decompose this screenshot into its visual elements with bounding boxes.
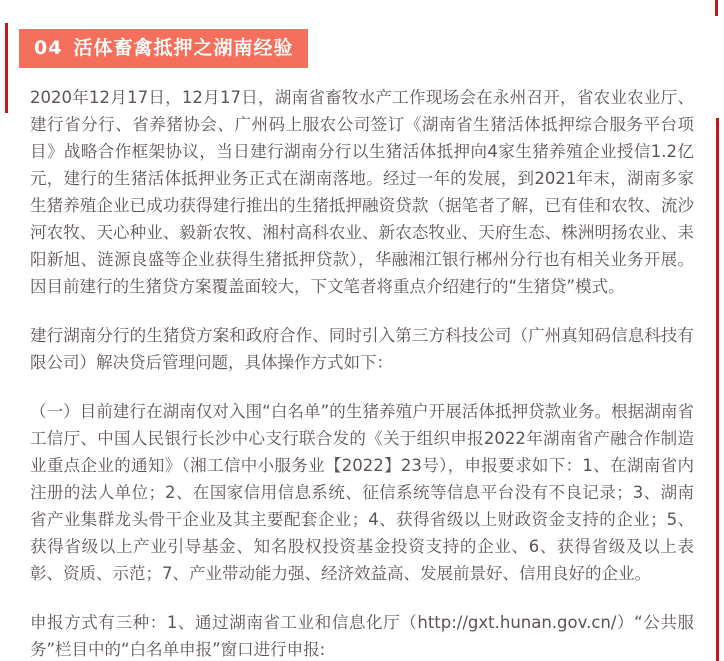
section-number: 04 — [34, 37, 63, 59]
right-accent-line — [716, 118, 719, 661]
left-accent-line — [5, 23, 8, 113]
article-body — [30, 84, 694, 661]
section-title: 活体畜禽抵押之湖南经验 — [73, 37, 294, 59]
right-accent-line-top — [715, 0, 718, 16]
section-header-badge — [19, 29, 308, 68]
paragraph-application-methods: 申报方式有三种：1、通过湖南省工业和信息化厅（http://gxt.hunan.gov.cn/）“公共服务”栏目中的“白名单申报”窗口进行申报: — [30, 613, 694, 659]
paragraph-plan-overview: 建行湖南分行的生猪贷方案和政府合作、同时引入第三方科技公司（广州真知码信息科技有限公司）解决贷后管理问题，具体操作方式如下： — [30, 326, 694, 372]
paragraph-intro: 2020年12月17日，12月17日，湖南省畜牧水产工作现场会在永州召开，省农业农业厅、建行省分行、省养猪协会、广州码上服农公司签订《湖南省生猪活体抵押综合服务平台项目》战略合作框架协议，当日建行湖南分行以生猪活体抵押向4家生猪养殖企业授信1.2亿元，建行的生猪活体抵押业务正式在湖南落地。经过一年的发展，到2021年末，湖南多家生猪养殖企业已成功获得建行推出的生猪抵押融资贷款（据笔者了解，已有佳和农牧、流沙河农牧、天心种业、毅新农牧、湘村高科农业、新农态牧业、天府生态、株洲明扬农业、耒阳新旭、涟源良盛等企业获得生猪抵押贷款），华融湘江银行郴州分行也有相关业务开展。因目前建行的生猪贷方案覆盖面较大，下文笔者将重点介绍建行的“生猪贷”模式。 — [30, 88, 694, 296]
paragraph-whitelist-requirements: （一）目前建行在湖南仅对入围“白名单”的生猪养殖户开展活体抵押贷款业务。根据湖南省工信厅、中国人民银行长沙中心支行联合发的《关于组织申报2022年湖南省产融合作制造业重点企业的通知》（湘工信中小服务业【2022】23号），申报要求如下：1、在湖南省内注册的法人单位；2、在国家信用信息系统、征信系统等信息平台没有不良记录；3、湖南省产业集群龙头骨干企业及其主要配套企业；4、获得省级以上财政资金支持的企业；5、获得省级以上产业引导基金、知名股权投资基金投资支持的企业、6、获得省级及以上表彰、资质、示范；7、产业带动能力强、经济效益高、发展前景好、信用良好的企业。 — [30, 402, 694, 583]
